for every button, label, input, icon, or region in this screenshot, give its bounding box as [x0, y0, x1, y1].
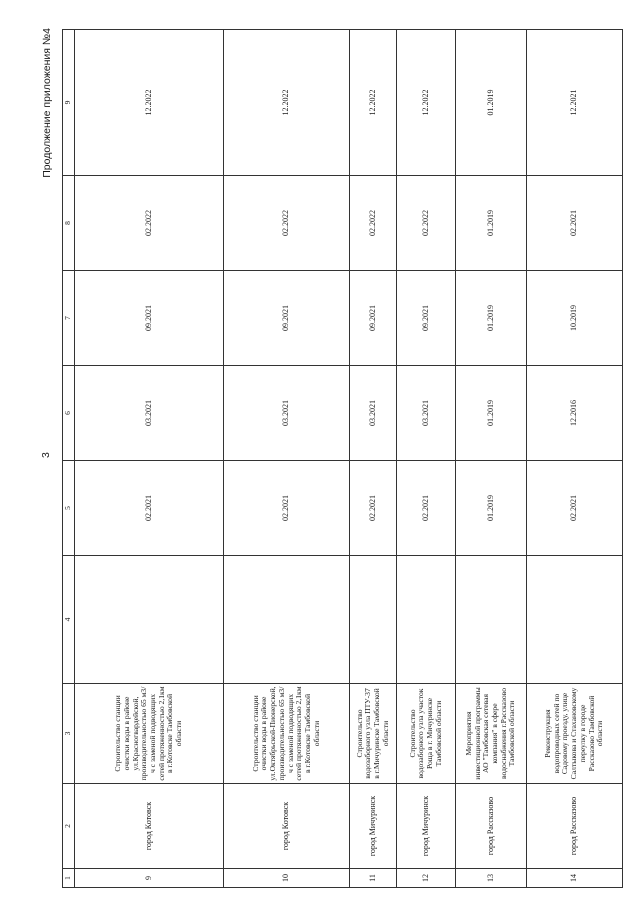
date-cell: 03.2021 [350, 366, 397, 461]
column-number-row [63, 30, 75, 888]
date-cell: 02.2021 [75, 461, 224, 556]
date-cell: 12.2016 [527, 366, 623, 461]
column-number: 8 [63, 176, 75, 271]
place-cell: город Котовск [75, 784, 224, 869]
table-row [397, 30, 456, 888]
date-cell: 02.2021 [397, 461, 456, 556]
column-number: 3 [63, 684, 75, 784]
place-cell: город Мичуринск [397, 784, 456, 869]
schedule-table [62, 29, 623, 888]
empty-cell [224, 556, 350, 684]
date-cell: 12.2022 [350, 30, 397, 176]
row-number: 11 [350, 869, 397, 888]
row-number: 9 [75, 869, 224, 888]
date-cell: 02.2022 [224, 176, 350, 271]
date-cell: 09.2021 [75, 271, 224, 366]
date-cell: 01.2019 [456, 461, 527, 556]
row-number: 14 [527, 869, 623, 888]
page-number: 3 [40, 452, 52, 458]
date-cell: 12.2022 [397, 30, 456, 176]
continuation-note: Продолжение приложения №4 [41, 28, 53, 178]
date-cell: 01.2019 [456, 271, 527, 366]
description-cell: Строительство станции очистки воды в районе ул.Красногвардейской, производительностью 65 м3/ч с заменой подводящих сетей протяженностью 2,1км в г.Котовске Тамбовской области [75, 684, 224, 784]
date-cell: 09.2021 [350, 271, 397, 366]
empty-cell [456, 556, 527, 684]
date-cell: 02.2021 [224, 461, 350, 556]
date-cell: 09.2021 [397, 271, 456, 366]
date-cell: 03.2021 [397, 366, 456, 461]
date-cell: 03.2021 [75, 366, 224, 461]
date-cell: 09.2021 [224, 271, 350, 366]
row-number: 13 [456, 869, 527, 888]
column-number: 1 [63, 869, 75, 888]
column-number: 4 [63, 556, 75, 684]
date-cell: 12.2022 [224, 30, 350, 176]
column-number: 5 [63, 461, 75, 556]
table-row [224, 30, 350, 888]
place-cell: город Рассказово [456, 784, 527, 869]
column-number: 2 [63, 784, 75, 869]
document-page [40, 28, 605, 888]
date-cell: 03.2021 [224, 366, 350, 461]
empty-cell [397, 556, 456, 684]
place-cell: город Мичуринск [350, 784, 397, 869]
table-row [350, 30, 397, 888]
date-cell: 01.2019 [456, 30, 527, 176]
row-number: 10 [224, 869, 350, 888]
date-cell: 12.2021 [527, 30, 623, 176]
empty-cell [350, 556, 397, 684]
description-cell: Строительство станции очистки воды в районе ул.Октябрьской-Пионерской, производительностью 65 м3/ч с заменой подводящих сетей протяженностью 2,1км в г.Котовске Тамбовской области [224, 684, 350, 784]
date-cell: 02.2022 [397, 176, 456, 271]
description-cell: Мероприятия инвестиционной программы АО "Тамбовская сетевая компания" в сфере водоснабжения г.Рассказово Тамбовской области [456, 684, 527, 784]
column-number: 9 [63, 30, 75, 176]
description-cell: Реконструкция водопроводных сетей по Садовому проезду, улице Салтыкова и Стахановскому переулку в городе Рассказово Тамбовской области [527, 684, 623, 784]
date-cell: 02.2022 [350, 176, 397, 271]
column-number: 6 [63, 366, 75, 461]
description-cell: Строительство водозаборного узла ПТУ-37 в г.Мичуринске Тамбовской области [350, 684, 397, 784]
empty-cell [527, 556, 623, 684]
table-row [456, 30, 527, 888]
place-cell: город Котовск [224, 784, 350, 869]
date-cell: 10.2019 [527, 271, 623, 366]
column-number: 7 [63, 271, 75, 366]
date-cell: 01.2019 [456, 366, 527, 461]
date-cell: 02.2021 [527, 176, 623, 271]
date-cell: 02.2021 [350, 461, 397, 556]
table-row [75, 30, 224, 888]
date-cell: 12.2022 [75, 30, 224, 176]
row-number: 12 [397, 869, 456, 888]
date-cell: 02.2022 [75, 176, 224, 271]
empty-cell [75, 556, 224, 684]
date-cell: 01.2019 [456, 176, 527, 271]
place-cell: город Рассказово [527, 784, 623, 869]
description-cell: Строительство водозаборного узла участок Роща в г. Мичуринске Тамбовской области [397, 684, 456, 784]
date-cell: 02.2021 [527, 461, 623, 556]
table-row [527, 30, 623, 888]
